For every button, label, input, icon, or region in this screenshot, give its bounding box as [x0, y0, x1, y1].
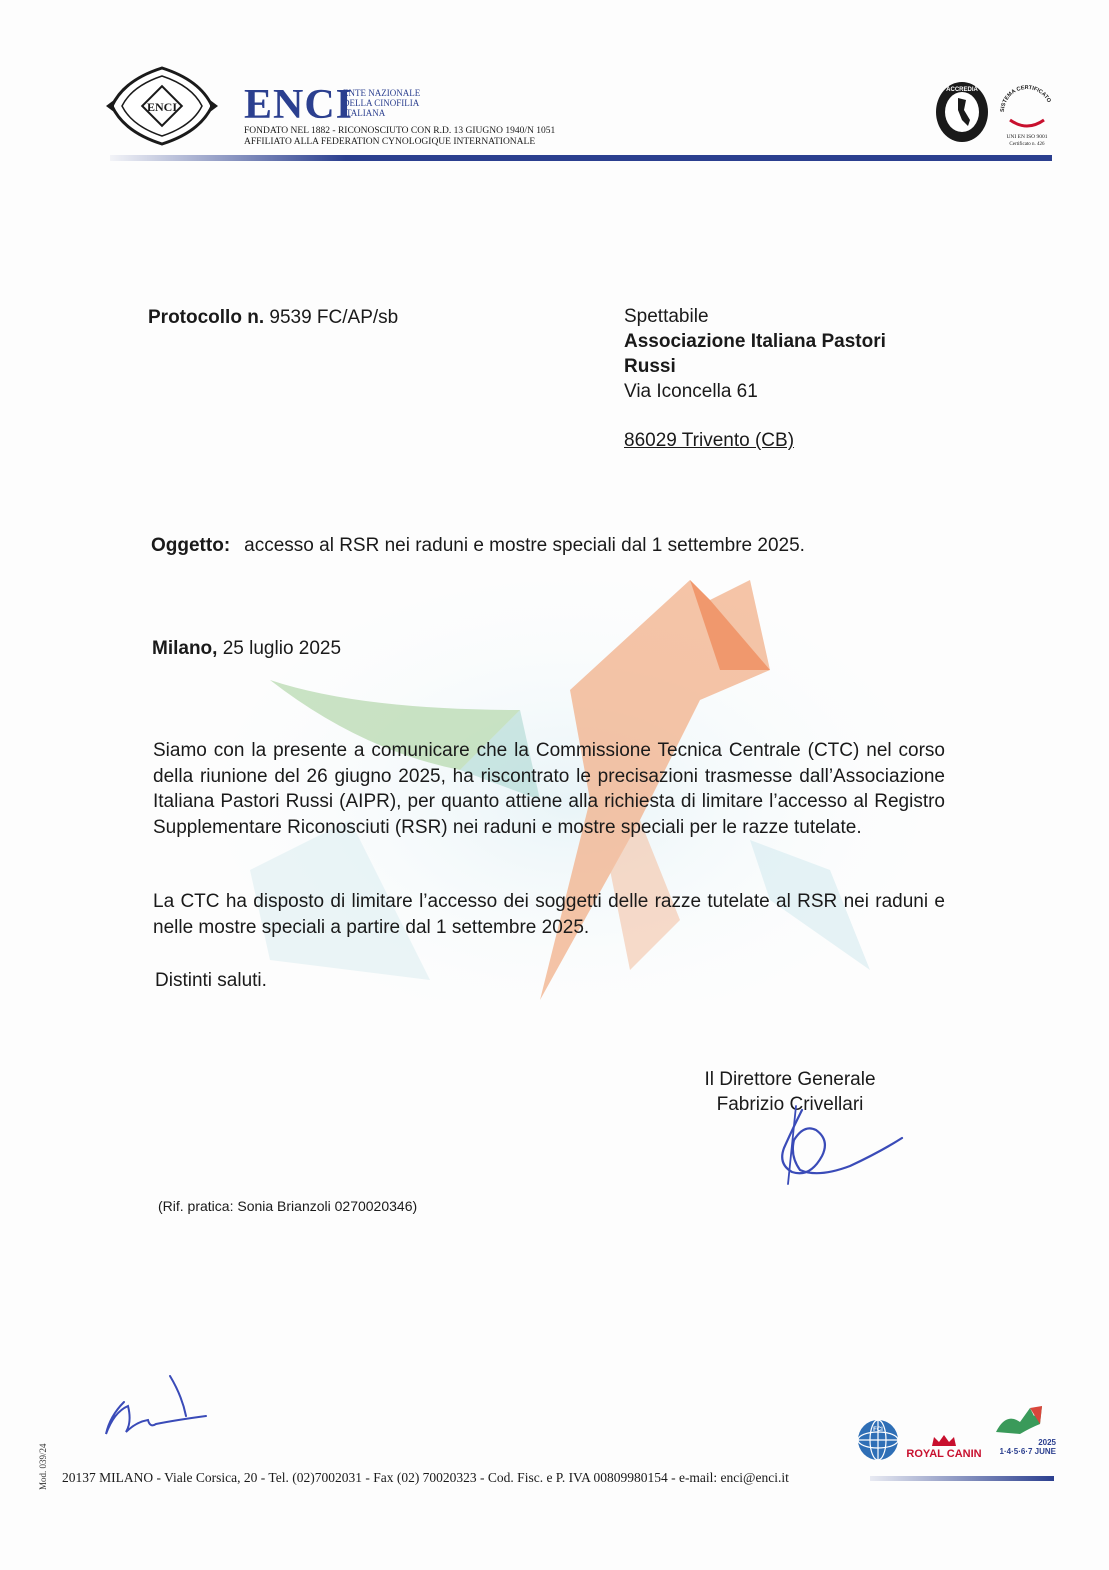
signatory-title: Il Direttore Generale [704, 1069, 876, 1090]
brand-subtitle [343, 88, 463, 118]
brand-name: ENCI [244, 82, 354, 128]
event-info [990, 1438, 1056, 1456]
recipient-street: Via Iconcella 61 [624, 381, 758, 402]
crown-icon [930, 1434, 958, 1448]
handwritten-signature [770, 1100, 910, 1190]
form-code: Mod. 039/24 [38, 1443, 48, 1490]
protocol-line [148, 305, 398, 330]
event-year: 2025 [1038, 1438, 1056, 1447]
header-divider [110, 155, 1052, 161]
recipient-salutation: Spettabile [624, 306, 709, 327]
brand-sub-line: ENTE NAZIONALE [343, 88, 421, 98]
recipient-city: 86029 Trivento (CB) [624, 430, 795, 451]
brand-sub-line: DELLA CINOFILIA [343, 98, 420, 108]
date: 25 luglio 2025 [222, 638, 342, 659]
certification-logo [996, 78, 1058, 150]
accredia-text: ACCREDIA [946, 87, 978, 93]
place-date-line [152, 636, 341, 661]
event-dog-icon [990, 1402, 1056, 1438]
subject-label: Oggetto: [151, 535, 231, 556]
sponsor-name: ROYAL CANIN [906, 1448, 982, 1460]
recipient-address [624, 304, 886, 453]
cert-number-text: Certificato n. 426 [1009, 142, 1045, 147]
enci-seal-logo [104, 62, 220, 150]
founded-line: FONDATO NEL 1882 - RICONOSCIUTO CON R.D. 13 GIUGNO 1940/N 1051 [244, 126, 556, 136]
cert-standard-text: UNI EN ISO 9001 [1006, 134, 1048, 140]
protocol-label: Protocollo n. [148, 307, 265, 328]
body-paragraph-2: La CTC ha disposto di limitare l’accesso dei soggetti delle razze tutelate al RSR nei raduni e nelle mostre speciali a partire dal 1 settembre 2025. [153, 891, 945, 938]
event-2025-logo [990, 1402, 1056, 1464]
recipient-name-cont: Russi [624, 356, 676, 377]
initials-signature [96, 1372, 216, 1444]
cert-arc-text: SISTEMA CERTIFICATO [999, 84, 1052, 113]
protocol-number: 9539 FC/AP/sb [269, 307, 399, 328]
affiliation-line: AFFILIATO ALLA FEDERATION CYNOLOGIQUE INTERNATIONALE [244, 137, 536, 147]
place: Milano, [152, 638, 218, 659]
subject-line [151, 533, 805, 558]
event-dates: 1·4·5·6·7 JUNE [999, 1447, 1056, 1456]
brand-sub-line: ITALIANA [343, 108, 386, 118]
royal-canin-logo [906, 1434, 982, 1466]
fci-text: FCI [873, 1427, 883, 1433]
subject-text: accesso al RSR nei raduni e mostre speciali dal 1 settembre 2025. [244, 535, 805, 556]
fci-globe-logo [856, 1418, 900, 1462]
accredia-logo [934, 80, 990, 144]
brand-founded-text [244, 126, 555, 148]
footer-divider [870, 1476, 1054, 1481]
recipient-name: Associazione Italiana Pastori [624, 331, 886, 352]
seal-text: ENCI [146, 100, 178, 114]
closing-salutation: Distinti saluti. [155, 970, 267, 991]
reference-note: (Rif. pratica: Sonia Brianzoli 0270020346) [158, 1198, 418, 1214]
footer-address: 20137 MILANO - Viale Corsica, 20 - Tel. (02)7002031 - Fax (02) 70020323 - Cod. Fisc. e P. IVA 00809980154 - e-mail: enci@enci.it [62, 1470, 789, 1485]
signatory-name: Fabrizio Crivellari [716, 1094, 864, 1115]
body-paragraph-1: Siamo con la presente a comunicare che la Commissione Tecnica Centrale (CTC) nel corso della riunione del 26 giugno 2025, ha riscontrato le precisazioni trasmesse dall’Associazione Italiana Pastori Russi (AIPR), per quanto attiene alla richiesta di limitare l’accesso al Registro Supplementare Riconosciuti (RSR) nei raduni e mostre speciali per le razze tutelate. [153, 740, 945, 838]
